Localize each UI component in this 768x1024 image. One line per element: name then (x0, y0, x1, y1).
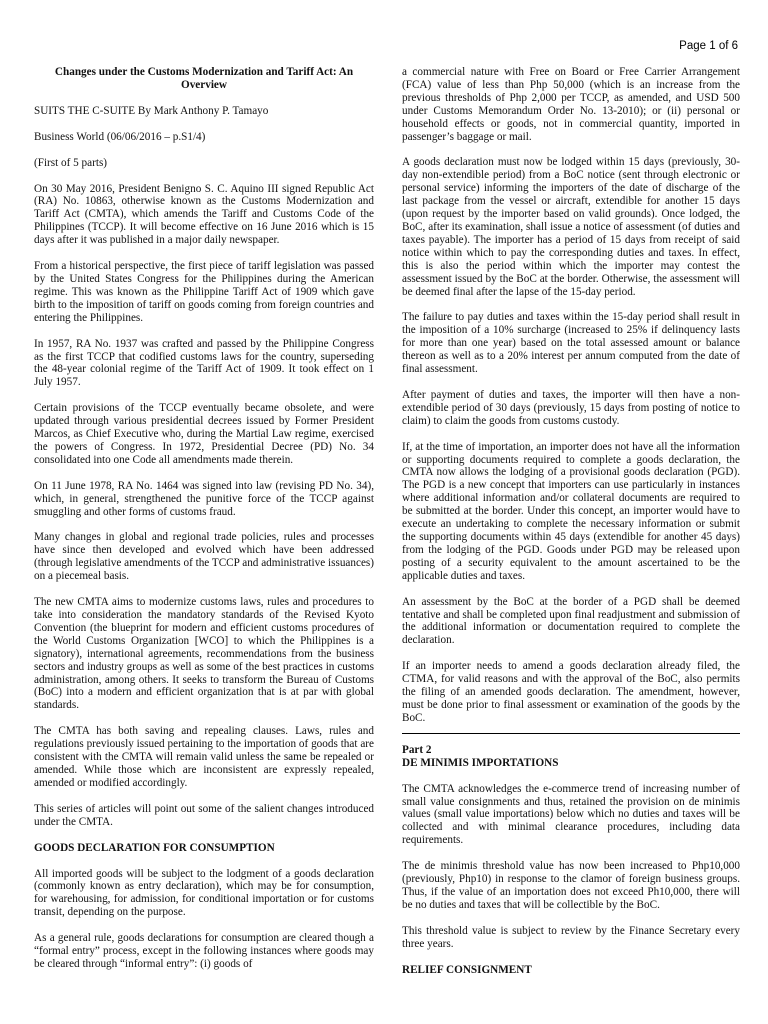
paragraph: a commercial nature with Free on Board or Free Carrier Arrangement (FCA) value of less than Php 50,000 (which is an increase from the previous thresholds of Php 2,000 per TCCP, as amended, and USD 500 under Customs Memorandum Order No. 13-2010); or (ii) personal or household effects or goods, not in commercial quantity, imported in passenger’s baggage or mail. (402, 66, 740, 143)
paragraph: The de minimis threshold value has now been increased to Php10,000 (previously, Php10) in response to the clamor of foreign business groups. Thus, if the value of an importation does not exceed Ph10,000, there will be no duties and taxes that will be collectible by the BoC. (402, 860, 740, 911)
part-label: Part 2 (402, 743, 432, 756)
paragraph: As a general rule, goods declarations for consumption are cleared though a “formal entry” process, except in the following instances where goods may be cleared through “informal entry”: (i) goods of (34, 932, 374, 970)
paragraph: A goods declaration must now be lodged within 15 days (previously, 30-day non-extendible period) from a BoC notice (sent through electronic or personal service) informing the importers of the date of discharge of the last package from the vessel or aircraft, extendible for another 15 days (upon request by the importer based on valid grounds). Once lodged, the BoC, after its examination, shall issue a notice of assessment (of duties and taxes payable). The importer has a period of 15 days from receipt of said notice within which to pay the corresponding duties and taxes. In effect, this is also the period within which the importer may contest the assessment issued by the BoC at the border. Otherwise, the assessment will be deemed final after the lapse of the 15-day period. (402, 156, 740, 298)
byline: SUITS THE C-SUITE By Mark Anthony P. Tamayo (34, 104, 269, 117)
source-line: Business World (06/06/2016 – p.S1/4) (34, 130, 206, 143)
paragraph: In 1957, RA No. 1937 was crafted and passed by the Philippine Congress as the first TCCP that codified customs laws for the country, superseding the 48-year colonial regime of the Tariff Act of 1909. It took effect on 1 July 1957. (34, 337, 374, 389)
page-number: Page 1 of 6 (679, 40, 738, 52)
paragraph: The new CMTA aims to modernize customs laws, rules and procedures to take into consideration the mandatory standards of the Revised Kyoto Convention (the blueprint for modern and efficient customs procedures of the World Customs Organization [WCO] to which the Philippines is a signatory), international agreements, recommendations from the business sectors and industry groups as well as some of the best practices in customs administration, among others. It seeks to transform the Bureau of Customs (BoC) into a modern and efficient organization that is at par with global standards. (34, 596, 374, 712)
paragraph: Many changes in global and regional trade policies, rules and processes have since then developed and evolved which have been addressed (through legislative amendments of the TCCP and administrative issuances) on a piecemeal basis. (34, 531, 374, 583)
paragraph: From a historical perspective, the first piece of tariff legislation was passed by the United States Congress for the Philippines during the American regime. This was known as the Philippine Tariff Act of 1909 which gave birth to the imposition of tariff on goods coming from foreign countries and entering the Philippines. (34, 260, 374, 324)
right-column (402, 66, 740, 989)
left-column (34, 66, 374, 971)
section-heading-relief-consignment: RELIEF CONSIGNMENT (402, 963, 532, 976)
series-note: (First of 5 parts) (34, 156, 108, 169)
section-heading-de-minimis: DE MINIMIS IMPORTATIONS (402, 756, 559, 769)
paragraph: On 11 June 1978, RA No. 1464 was signed into law (revising PD No. 34), which, in general, strengthened the punitive force of the TCCP against smuggling and other forms of customs fraud. (34, 479, 374, 518)
paragraph: An assessment by the BoC at the border of a PGD shall be deemed tentative and shall be completed upon final readjustment and submission of the additional information or documentation required to complete the declaration. (402, 595, 740, 647)
paragraph: On 30 May 2016, President Benigno S. C. Aquino III signed Republic Act (RA) No. 10863, otherwise known as the Customs Modernization and Tariff Act (CMTA), which amends the Tariff and Customs Code of the Philippines (TCCP). It will become effective on 16 June 2016 which is 15 days after it was published in a major daily newspaper. (34, 182, 374, 247)
paragraph: If, at the time of importation, an importer does not have all the information or supporting documents required to complete a goods declaration, the CMTA now allows the lodging of a provisional goods declaration (PGD). The PGD is a new concept that importers can use particularly in instances where additional information and/or collateral documents are required to be submitted at the border. Under this concept, an importer would have to execute an undertaking to complete the necessary information or submit the supporting documents within 45 days (extendible for another 45 days) from the lodging of the PGD. Goods under PGD may be released upon posting of a security equivalent to the amount ascertained to be the applicable duties and taxes. (402, 440, 740, 582)
section-heading-goods-declaration: GOODS DECLARATION FOR CONSUMPTION (34, 841, 275, 854)
section-divider (402, 733, 740, 734)
paragraph: The failure to pay duties and taxes within the 15-day period shall result in the imposition of a 10% surcharge (increased to 25% if delinquency lasts for more than one year) based on the total assessed amount or balance thereon as well as to a 20% interest per annum computed from the date of final assessment. (402, 311, 740, 376)
paragraph: This series of articles will point out some of the salient changes introduced under the CMTA. (34, 802, 374, 828)
paragraph: All imported goods will be subject to the lodgment of a goods declaration (commonly known as entry declaration), which may be for consumption, for warehousing, for admission, for conditional importation or for customs transit, depending on the purpose. (34, 867, 374, 919)
paragraph: The CMTA has both saving and repealing clauses. Laws, rules and regulations previously issued pertaining to the importation of goods that are consistent with the CMTA will remain valid unless the same be repealed or amended. While those which are inconsistent are expressly repealed, amended or modified accordingly. (34, 725, 374, 789)
paragraph: If an importer needs to amend a goods declaration already filed, the CTMA, for valid reasons and with the approval of the BoC, also permits the filing of an amended goods declaration. The amendment, however, must be done prior to final assessment or examination of the goods by the BoC. (402, 660, 740, 724)
paragraph: After payment of duties and taxes, the importer will then have a non-extendible period of 30 days (previously, 15 days from posting of notice to claim) to claim the goods from customs custody. (402, 388, 740, 427)
paragraph: Certain provisions of the TCCP eventually became obsolete, and were updated through various presidential decrees issued by Former President Marcos, as Chief Executive who, during the Martial Law regime, exercised the powers of Congress. In 1972, Presidential Decree (PD) No. 34 consolidated into one Code all amendments made therein. (34, 402, 374, 466)
paragraph: This threshold value is subject to review by the Finance Secretary every three years. (402, 924, 740, 950)
article-title: Changes under the Customs Modernization and Tariff Act: An Overview (54, 66, 354, 91)
paragraph: The CMTA acknowledges the e-commerce trend of increasing number of small value consignments and thus, retained the provision on de minimis values (small value importations) below which no duties and taxes will be collected and with minimal clearance procedures, including data requirements. (402, 782, 740, 847)
